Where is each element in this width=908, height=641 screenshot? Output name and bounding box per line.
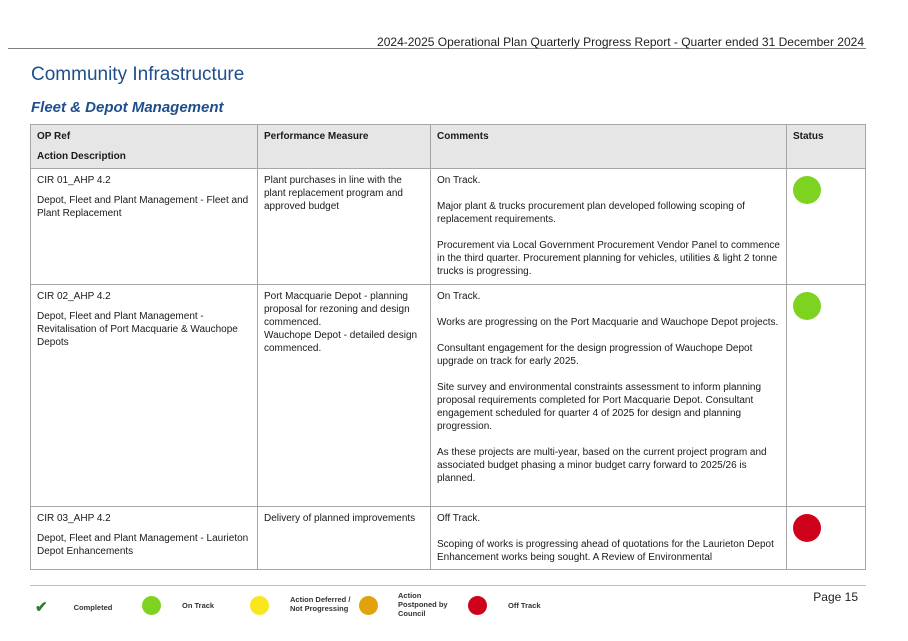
performance-measure: Plant purchases in line with the plant replacement program and approved budget <box>264 175 403 212</box>
status-legend <box>30 592 590 632</box>
checkmark-icon: ✔ <box>35 599 48 616</box>
table-row <box>31 169 866 285</box>
legend-postponed-label-2: Postponed by <box>398 600 448 609</box>
performance-measure-cell <box>258 507 431 570</box>
sub-title: Fleet & Depot Management <box>31 99 224 116</box>
legend-deferred-label-2: Not Progressing <box>290 604 349 613</box>
deferred-dot-icon <box>250 596 269 615</box>
performance-measure-cell <box>258 285 431 507</box>
legend-on-track-label: On Track <box>182 601 215 610</box>
status-cell <box>787 507 866 570</box>
op-ref-cell <box>31 285 258 507</box>
header-action-description-label: Action Description <box>37 151 126 162</box>
action-description: Depot, Fleet and Plant Management - Fleet and Plant Replacement <box>37 195 249 219</box>
on-track-dot-icon <box>142 596 161 615</box>
legend-postponed-label-3: Council <box>398 609 426 618</box>
comment-paragraph: Procurement via Local Government Procurement Vendor Panel to commence in the third quarter. Procurement planning for vehicles, utilities & light 2 tonne trucks is progressing. <box>437 240 780 277</box>
performance-measure-cell <box>258 169 431 285</box>
action-description: Depot, Fleet and Plant Management - Revitalisation of Port Macquarie & Wauchope Depots <box>37 311 238 348</box>
status-off-track-indicator <box>793 514 821 542</box>
legend-off-track-label: Off Track <box>508 601 541 610</box>
page-number: Page 15 <box>813 590 858 604</box>
header-performance-measure: Performance Measure <box>258 125 431 169</box>
legend-postponed-label-1: Action <box>398 591 422 600</box>
legend-deferred-text <box>290 595 350 613</box>
comment-paragraph: Major plant & trucks procurement plan developed following scoping of replacement requirements. <box>437 201 745 225</box>
op-ref-cell <box>31 507 258 570</box>
comment-paragraph: Off Track. <box>437 513 481 524</box>
header-status: Status <box>787 125 866 169</box>
comment-paragraph: As these projects are multi-year, based on the current project program and associated budget phasing a minor budget carry forward to 2025/26 is planned. <box>437 447 767 484</box>
legend-off-track <box>468 596 541 615</box>
comment-paragraph: On Track. <box>437 291 481 302</box>
op-ref: CIR 02_AHP 4.2 <box>37 291 111 302</box>
status-cell <box>787 169 866 285</box>
performance-measure: Port Macquarie Depot - planning proposal for rezoning and design commenced. <box>264 291 410 328</box>
comment-paragraph: On Track. <box>437 175 481 186</box>
legend-rule <box>30 585 866 586</box>
progress-table <box>30 124 866 570</box>
op-ref: CIR 03_AHP 4.2 <box>37 513 111 524</box>
header-comments: Comments <box>431 125 787 169</box>
header-op-ref-label: OP Ref <box>37 131 71 142</box>
legend-completed <box>35 598 112 616</box>
performance-measure: Delivery of planned improvements <box>264 513 416 524</box>
legend-completed-label: Completed <box>73 602 113 612</box>
legend-postponed <box>359 596 378 615</box>
comment-paragraph: Site survey and environmental constraints assessment to inform planning proposal requirements completed for Port Macquarie Depot. Consultant engagement scheduled for quarter 4 of 2025 for design and planning progression. <box>437 382 762 432</box>
op-ref: CIR 01_AHP 4.2 <box>37 175 111 186</box>
legend-on-track <box>142 596 214 615</box>
table-row <box>31 507 866 570</box>
section-title: Community Infrastructure <box>31 64 245 85</box>
legend-postponed-text <box>398 591 448 618</box>
header-op-ref <box>31 125 258 169</box>
legend-deferred <box>250 596 269 615</box>
status-on-track-indicator <box>793 292 821 320</box>
off-track-dot-icon <box>468 596 487 615</box>
postponed-dot-icon <box>359 596 378 615</box>
status-on-track-indicator <box>793 176 821 204</box>
table-header-row <box>31 125 866 169</box>
table-row <box>31 285 866 507</box>
report-title: 2024-2025 Operational Plan Quarterly Progress Report - Quarter ended 31 December 2024 <box>377 35 864 49</box>
performance-measure: Wauchope Depot - detailed design commenced. <box>264 330 418 354</box>
comments-cell <box>431 507 787 570</box>
comment-paragraph: Consultant engagement for the design progression of Wauchope Depot upgrade on track for early 2025. <box>437 343 753 367</box>
comments-cell <box>431 169 787 285</box>
comment-paragraph: Works are progressing on the Port Macquarie and Wauchope Depot projects. <box>437 317 779 328</box>
op-ref-cell <box>31 169 258 285</box>
comment-paragraph: Scoping of works is progressing ahead of quotations for the Laurieton Depot Enhancement works being sought. A Review of Environmental <box>437 539 774 563</box>
comments-cell <box>431 285 787 507</box>
action-description: Depot, Fleet and Plant Management - Laurieton Depot Enhancements <box>37 533 249 557</box>
legend-deferred-label-1: Action Deferred / <box>290 595 351 604</box>
status-cell <box>787 285 866 507</box>
